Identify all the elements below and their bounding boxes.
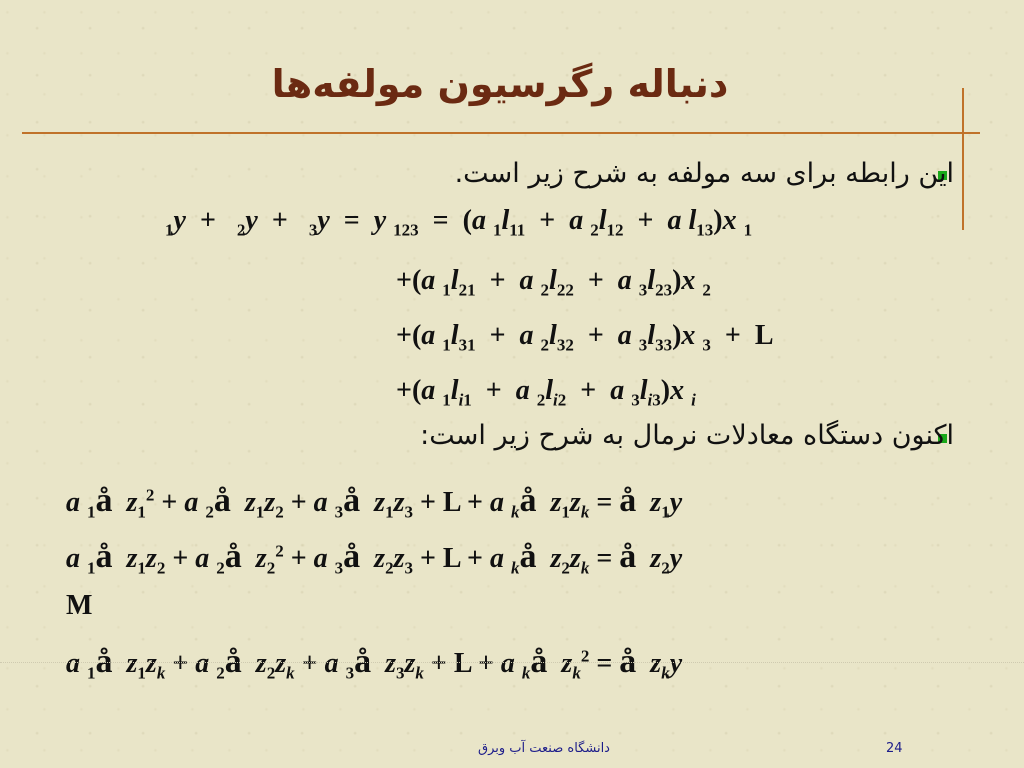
footer-university: دانشگاه صنعت آب وبرق bbox=[478, 741, 610, 756]
bullet-2-text: اکنون دستگاه معادلات نرمال به شرح زیر است: bbox=[420, 420, 954, 451]
normal-equation-k: a $_1$å $z_1z_k + a$ $_2$å $z_2z_k + a$ $_3$å $z_3z_k + L + a$ $_k$å $z_k^2$ = å $z_ky$ bbox=[66, 643, 683, 683]
title-vertical-rule bbox=[962, 88, 964, 230]
equation-line-3: +(a $_1l_{31} + a$ $_2l_{32} + a$ $_3l_{33})x$ $_3$ + L bbox=[396, 320, 774, 355]
bullet-1-text: این رابطه برای سه مولفه به شرح زیر است. bbox=[454, 158, 954, 189]
equation-line-2: +(a $_1l_{21} + a$ $_2l_{22} + a$ $_3l_{23})x$ $_2$ bbox=[396, 265, 711, 300]
title-horizontal-rule bbox=[22, 132, 980, 134]
equation-line-4: +(a $_1l_{i1} + a$ $_2l_{i2} + a$ $_3l_{i3})x$ $_i$ bbox=[396, 375, 696, 410]
slide-title: دنباله رگرسیون مولفه‌ها bbox=[271, 62, 729, 106]
normal-equation-1: a $_1$å $z_1^2 + a$ $_2$å $z_1z_2 + a$ $_3$å $z_1z_3 + L + a$ $_k$å $z_1z_k$ = å $z_1y$ bbox=[66, 482, 683, 522]
equation-line-1: $_1$y + $_2$y + $_3$y = y $_{123}$ = (a $_1l_{11} + a$ $_2l_{12} + a$ $l_{13})x$ $_1$ bbox=[165, 205, 753, 240]
normal-equation-2: a $_1$å $z_1z_2 + a$ $_2$å $z_2^2 + a$ $_3$å $z_2z_3 + L + a$ $_k$å $z_2z_k$ = å $z_2y$ bbox=[66, 538, 683, 578]
vertical-ellipsis-glyph: M bbox=[66, 590, 93, 621]
footer-divider bbox=[0, 662, 1024, 663]
footer-page-number: 24 bbox=[886, 741, 903, 756]
